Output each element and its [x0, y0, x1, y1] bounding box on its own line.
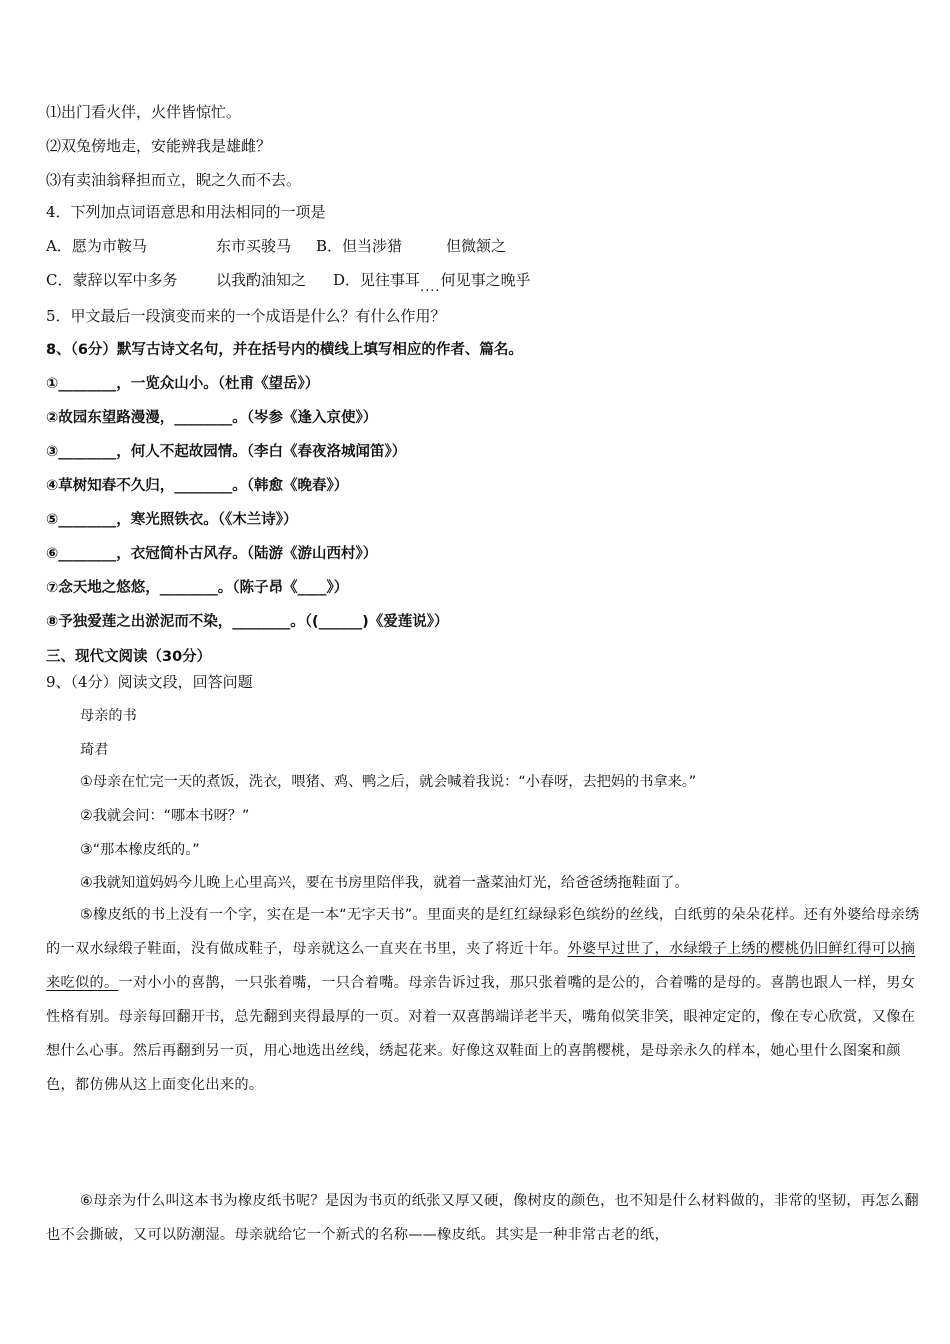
paragraph-1: ①母亲在忙完一天的煮饭，洗衣，喂猪、鸡、鸭之后，就会喊着我说：“小春呀，去把妈的书拿来。” — [80, 774, 697, 790]
paragraph-5 — [46, 898, 922, 1102]
q8-item: ③________，何人不起故园情。（李白《春夜洛城闻笛》） — [46, 444, 407, 460]
q8-item: ⑦念天地之悠悠，________。（陈子昂《____》） — [46, 580, 349, 596]
q3-item-1: ⑴出门看火伴，火伴皆惊忙。 — [46, 103, 242, 121]
paragraph-4: ④我就知道妈妈今儿晚上心里高兴，要在书房里陪伴我，就着一盏菜油灯光，给爸爸绣拖鞋面了。 — [80, 875, 689, 891]
q3-item-3: ⑶有卖油翁释担而立，睨之久而不去。 — [46, 171, 302, 189]
q4-option-c-compare: 以我酌油知之 — [216, 271, 307, 289]
q8-item: ⑧予独爱莲之出淤泥而不染，________。（(______)《爱莲说》） — [46, 614, 449, 630]
paragraph-2: ②我就会问：“哪本书呀？” — [80, 808, 250, 824]
q4-option-b-compare: 但微颔之 — [446, 237, 507, 255]
q4-option-d-text: D．见往事耳 — [333, 271, 421, 289]
q3-item-2: ⑵双兔傍地走，安能辨我是雄雌？ — [46, 137, 272, 155]
q4-option-d — [333, 270, 531, 295]
q8-item: ⑥________，衣冠简朴古风存。（陆游《游山西村》） — [46, 546, 378, 562]
section-heading: 三、现代文阅读（30分） — [46, 649, 212, 665]
q5-stem: 5．甲文最后一段演变而来的一个成语是什么？有什么作用？ — [46, 307, 446, 325]
paragraph-3: ③“那本橡皮纸的。” — [80, 842, 200, 858]
q4-option-c: C．蒙辞以军中多务 — [46, 271, 178, 289]
paragraph-5-text-cont: 一对小小的喜鹊，一只张着嘴，一只合着嘴。母亲告诉过我，那只张着嘴的是公的，合着嘴的是母的。喜鹊也跟人一样，男女性格有别。母亲每回翻开书，总先翻到夹得最厚的一页。对着一双喜鹊端详老半天，嘴角似笑非笑，眼神定定的，像在专心欣赏，又像在想什么心事。然后再翻到另一页，用心地选出丝线，绣起花来。好像这双鞋面上的喜鹊樱桃，是母亲永久的样本，她心里什么图案和颜色，都仿佛从这上面变化出来的。 — [46, 975, 916, 1093]
q4-option-b: B．但当涉猎 — [316, 237, 403, 255]
q8-stem: 8、（6分）默写古诗文名句，并在括号内的横线上填写相应的作者、篇名。 — [46, 342, 523, 358]
q4-stem: 4．下列加点词语意思和用法相同的一项是 — [46, 203, 326, 221]
underlined-sentence: 外婆早过世了，水绿缎子上绣的樱桃仍旧鲜红得可以摘来吃似的。 — [46, 941, 916, 991]
q8-item: ⑤________，寒光照铁衣。（《木兰诗》） — [46, 512, 298, 528]
paragraph-6: ⑥母亲为什么叫这本书为橡皮纸书呢？是因为书页的纸张又厚又硬，像树皮的颜色，也不知是什么材料做的，非常的坚韧，再怎么翻也不会撕破，又可以防潮湿。母亲就给它一个新式的名称——橡皮纸。其实是一种非常古老的纸， — [46, 1193, 919, 1243]
q4-option-a: A．愿为市鞍马 — [46, 237, 147, 255]
q4-option-d-compare: 何见事之晚乎 — [440, 271, 531, 289]
paragraph-5-text: ⑤橡皮纸的书上没有一个字，实在是一本“无字天书”。里面夹的是红红绿绿彩色缤纷的丝线，白纸剪的朵朵花样。还有外婆给母亲绣的一双水绿缎子鞋面，没有做成鞋子，母亲就这么一直夹在书里，夹了将近十年。 — [46, 907, 920, 957]
emphasis-dots: .... — [420, 280, 441, 295]
q8-item: ①________，一览众山小。（杜甫《望岳》） — [46, 376, 320, 392]
q8-item: ②故园东望路漫漫，________。（岑参《逢入京使》） — [46, 410, 378, 426]
article-title: 母亲的书 — [80, 708, 137, 724]
q8-item: ④草树知春不久归，________。（韩愈《晚春》） — [46, 478, 349, 494]
q4-option-a-compare: 东市买骏马 — [216, 237, 292, 255]
q9-stem: 9、（4分）阅读文段，回答问题 — [46, 673, 253, 691]
article-author: 琦君 — [80, 742, 109, 758]
